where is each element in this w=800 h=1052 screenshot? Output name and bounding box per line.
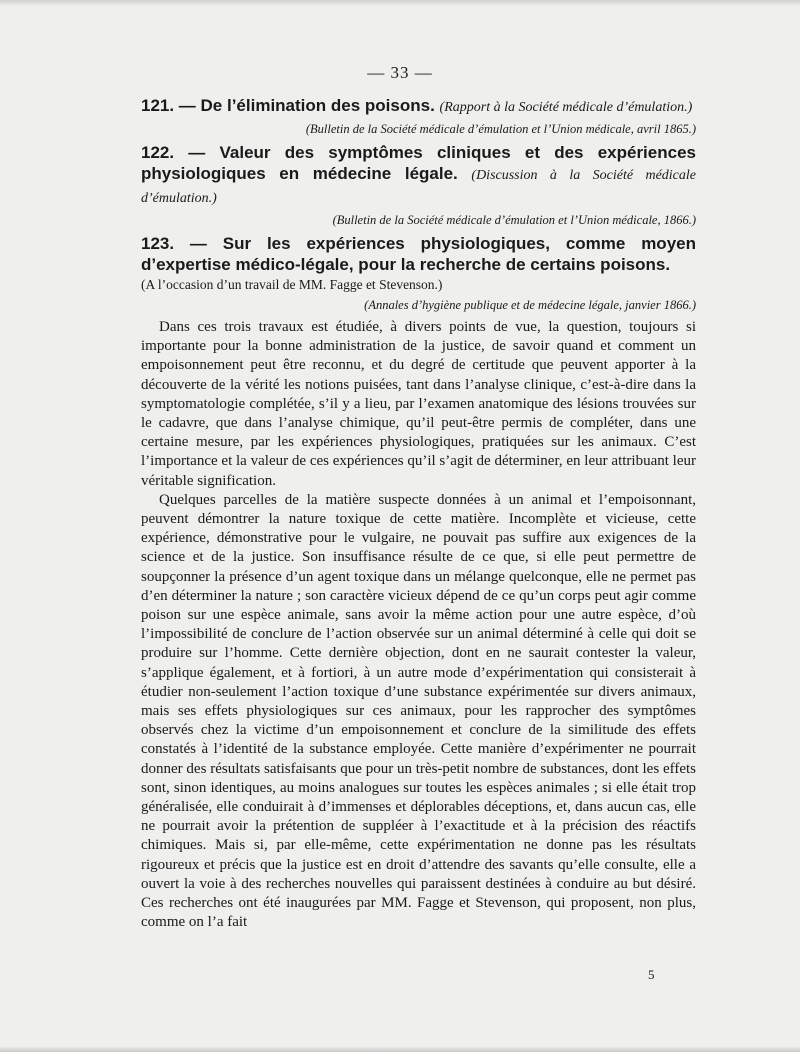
page-top-edge — [0, 0, 800, 6]
entry-source: (Annales d’hygiène publique et de médecine légale, janvier 1866.) — [364, 298, 696, 312]
page-bottom-edge — [0, 1046, 800, 1052]
entry-122 — [141, 142, 696, 229]
entry-heading: 122. — Valeur des symptômes cliniques et des expériences physiologiques en médecine légale. — [141, 143, 696, 183]
entry-source: (Bulletin de la Société médicale d’émulation et l’Union médicale, avril 1865.) — [305, 122, 696, 136]
entry-reference: (Rapport à la Société médicale d’émulation.) — [439, 100, 693, 115]
entry-123 — [141, 233, 696, 314]
entry-121 — [141, 95, 696, 138]
entry-title — [141, 233, 696, 275]
body-paragraph-2: Quelques parcelles de la matière suspecte données à un animal et l’empoisonnant, peuvent démontrer la nature toxique de cette matière. Incomplète et vicieuse, cette expérience, démonstrative pour le vulgaire, ne pouvait pas suffire aux exigences de la science et de la justice. Son insuffisance résulte de ce que, si elle peut permettre de soupçonner la présence d’un agent toxique dans un mélange quelconque, elle ne permet pas d’en déterminer la nature ; son caractère vicieux dépend de ce qu’un corps peut agir comme poison sur une espèce animale, sans avoir la même action pour une autre espèce, d’où l’impossibilité de conclure de l’action observée sur un animal déterminé à celle qui doit se produire sur l’homme. Cette dernière objection, dont en ne saurait contester la valeur, s’applique également, et à fortiori, à un autre mode d’expérimentation qui consisterait à étudier non-seulement l’action toxique d’une substance expérimentée sur divers animaux, mais ses effets physiologiques sur ces animaux, pour les rapprocher des symptômes observés chez la victime d’un empoisonnement et conclure de la similitude des effets constatés à l’identité de la substance employée. Cette manière d’expérimenter ne pourrait donner des résultats satisfaisants que pour un très-petit nombre de substances, dont les effets sont, sinon identiques, au moins analogues sur toutes les espèces animales ; si elle était trop généralisée, elle conduirait à d’immenses et déplorables déceptions, et, dans aucun cas, elle ne pourrait avoir la prétention de suppléer à l’exactitude et à la précision des réactifs chimiques. Mais si, par elle-même, cette expérimentation ne donne pas les résultats rigoureux et précis que la justice est en droit d’attendre des savants qu’elle consulte, elle a ouvert la voie à des recherches nouvelles qui paraissent destinées à conduire au but désiré. Ces recherches ont été inaugurées par MM. Fagge et Stevenson, qui proposent, non plus, comme on l’a fait — [141, 491, 696, 931]
entry-source: (Bulletin de la Société médicale d’émulation et l’Union médicale, 1866.) — [332, 213, 696, 227]
entry-reference: (Discussion à la Société médicale d’émulation.) — [141, 168, 696, 206]
entry-reference: (A l’occasion d’un travail de MM. Fagge et Stevenson.) — [141, 277, 443, 292]
page-number: — 33 — — [367, 63, 433, 82]
entry-title — [141, 142, 696, 209]
entry-heading: 123. — Sur les expériences physiologiques, comme moyen d’expertise médico-légale, pour la recherche de certains poisons. — [141, 234, 696, 274]
entry-heading: 121. — De l’élimination des poisons. — [141, 96, 435, 115]
page-content — [141, 95, 696, 933]
entry-title — [141, 95, 696, 118]
signature-mark: 5 — [648, 967, 655, 982]
body-paragraph-1: Dans ces trois travaux est étudiée, à divers points de vue, la question, toujours si importante pour la bonne administration de la justice, de savoir quand et comment un empoisonnement peut être reconnu, et du degré de certitude que peuvent apporter à la découverte de la vérité les notions puisées, tant dans l’analyse clinique, c’est-à-dire dans la symptomatologie complétée, s’il y a lieu, par l’examen anatomique des lésions trouvées sur le cadavre, que dans l’analyse chimique, qu’il peut-être permis de compléter, dans une certaine mesure, par les expériences physiologiques, pratiquées sur les animaux. C’est l’importance et la valeur de ces expériences qu’il s’agit de déterminer, en leur attribuant leur véritable signification. — [141, 319, 696, 489]
